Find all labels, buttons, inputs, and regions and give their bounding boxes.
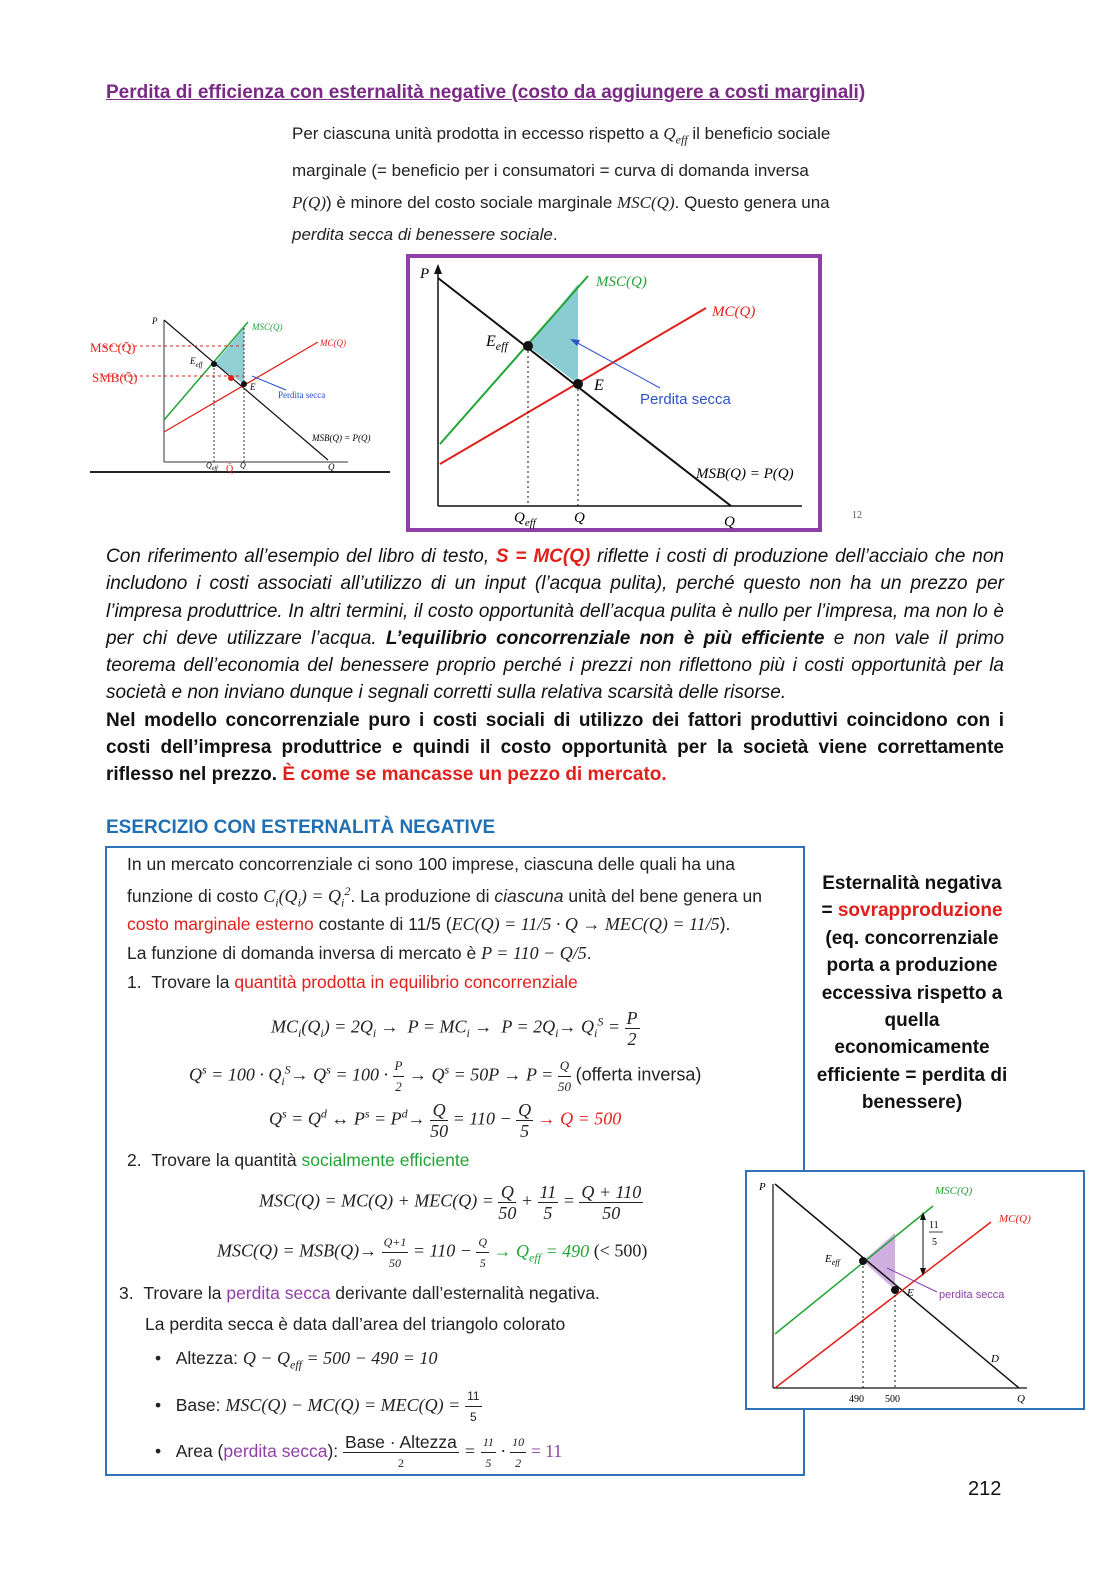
ex-eq5-green	[493, 1240, 590, 1265]
intro-line1b: il beneficio sociale	[687, 124, 831, 143]
ex-b3-frac2: $\frac{11}{5}$	[481, 1432, 496, 1473]
intro-line3b: . Questo genera una	[674, 193, 830, 213]
small-chart	[28, 300, 398, 490]
intro-line4: perdita secca di benessere sociale	[292, 225, 553, 245]
small-eeff-point	[211, 361, 217, 367]
page-number: 212	[968, 1478, 1002, 1500]
ex-chart-x-label: Q	[1017, 1393, 1025, 1405]
ex-eq3-frac2: $\frac{Q}{5}$	[518, 1100, 532, 1141]
big-x-label: Q	[724, 514, 735, 530]
ex-eq3: $Q^s = Q^d$ ↔ $P^s = P^d\to$ $\frac{Q}{50}$ = 110 − $\frac{Q}{5}$ → Q = 500	[269, 1100, 622, 1141]
ex-eq5-green-a: → Q	[493, 1240, 530, 1261]
small-hand-q: Q̄	[226, 464, 234, 475]
ex-chart-490-label: 490	[849, 1394, 864, 1405]
ex-line2b: . La produzione di	[350, 886, 495, 906]
small-eeff-label	[189, 356, 204, 369]
ex-line4a: La funzione di domanda inversa di mercato è	[127, 943, 482, 963]
ex-line3b: EC(Q) = 11/5 · Q → MEC(Q) = 11/5	[451, 914, 720, 934]
small-qeff-label	[206, 461, 219, 472]
para-s1: Con riferimento all’esempio del libro di testo,	[106, 546, 496, 567]
ex-line2a: funzione di costo	[127, 886, 264, 906]
ex-chart-e-point	[891, 1286, 899, 1294]
ex-eq5: MSC(Q) = MSB(Q)→ $\frac{Q+1}{50}$ = 110 − $\frac{Q}{5}$ → $Q_{eff} = 490$ (< 500)	[217, 1232, 647, 1273]
small-hand-smb: SMB(Q̄)	[92, 370, 138, 385]
side-note	[812, 870, 1012, 1117]
small-mc-label: MC(Q)	[320, 338, 346, 348]
ex-q2	[127, 1150, 469, 1171]
ex-eq4: MSC(Q) = MC(Q) + MEC(Q) = $\frac{Q}{50}$ + $\frac{11}{5}$ = $\frac{Q + 110}{50}$	[259, 1182, 642, 1223]
ex-b1m: Q − Q	[242, 1348, 290, 1368]
big-msb-label: MSB(Q) = P(Q)	[696, 466, 794, 482]
intro-mscq: MSC(Q)	[617, 193, 675, 213]
para-s3-red: È come se mancasse un pezzo di mercato.	[277, 764, 667, 786]
ex-b1b: = 500 − 490 = 10	[302, 1348, 438, 1368]
ex-eq3-red: → Q = 500	[537, 1108, 622, 1129]
ex-chart-mc-label: MC(Q)	[999, 1213, 1031, 1225]
small-x-label: Q	[328, 462, 335, 472]
ex-b1sub: eff	[290, 1357, 302, 1372]
big-side-number: 12	[852, 510, 862, 521]
small-y-label: P	[152, 316, 158, 326]
ex-chart-500-label: 500	[885, 1394, 900, 1405]
intro-line1a: Per ciascuna unità prodotta in eccesso rispetto a	[292, 124, 664, 143]
ex-eq5-green-sub: eff	[529, 1250, 542, 1265]
small-eeff-sub: eff	[195, 361, 203, 369]
ex-line4b: .	[586, 943, 592, 963]
ex-b3-result: = 11	[531, 1441, 563, 1462]
big-eeff-sub: eff	[495, 339, 508, 353]
ex-b3-frac	[343, 1432, 459, 1473]
ex-b3-num: Base · Altezza	[345, 1432, 457, 1452]
intro-qeff-main: Q	[663, 124, 676, 143]
main-paragraph	[106, 543, 1004, 789]
ex-chart-frame	[746, 1171, 1084, 1409]
small-hand-point	[228, 375, 234, 381]
big-qeff-main: Q	[514, 510, 525, 526]
ex-line4	[127, 943, 592, 964]
ex-eq3-frac1: $\frac{Q}{50}$	[430, 1100, 449, 1141]
ex-line1: In un mercato concorrenziale ci sono 100 imprese, ciascuna delle quali ha una	[127, 854, 735, 874]
ex-line3c: ).	[719, 914, 731, 934]
small-e-label: E	[250, 382, 256, 392]
big-msc-label: MSC(Q)	[596, 274, 647, 290]
big-y-label: P	[420, 266, 430, 282]
ex-q2a: Trovare la quantità	[151, 1150, 302, 1170]
section-title: Perdita di efficienza con esternalità negative (costo da aggiungere a costi marginali)	[106, 82, 866, 103]
ex-chart-gap-den: 5	[932, 1237, 937, 1248]
small-eeff-main: E	[190, 356, 196, 366]
ex-q1	[127, 972, 578, 993]
small-e-point	[241, 381, 247, 387]
side-note-line3: (eq. concorrenziale porta a produzione eccessiva rispetto a quella economicamente efficiente = perdita di benessere)	[816, 927, 1008, 1114]
ex-q3-num: 3.	[119, 1283, 134, 1303]
intro-line2: marginale (= beneficio per i consumatori = curva di domanda inversa	[292, 161, 809, 181]
side-note-red: sovrapproduzione	[837, 900, 1003, 922]
ex-bullet1: • Altezza: $Q - Q_{eff} = 500 - 490 = 10$	[155, 1348, 438, 1372]
ex-line2c: ciascuna	[494, 886, 564, 906]
ex-q3-purple: perdita secca	[226, 1283, 331, 1303]
small-qeff-main: Q	[206, 461, 212, 470]
ex-bullet2: • Base: MSC(Q) − MC(Q) = MEC(Q) = $\frac{11}{5}$	[155, 1386, 482, 1427]
intro-line3a: ) è minore del costo sociale marginale	[325, 193, 618, 213]
side-note-line2	[812, 897, 1012, 924]
ex-line2d: unità del bene genera un	[563, 886, 762, 906]
ex-eq1-mc: MC	[271, 1016, 298, 1037]
ex-q3a: Trovare la	[143, 1283, 227, 1303]
ex-eq5-green-b: = 490	[541, 1240, 590, 1261]
ex-line2	[127, 884, 762, 911]
small-msb-label: MSB(Q) = P(Q)	[312, 433, 371, 443]
ex-chart-e-label: E	[907, 1287, 914, 1299]
ex-chart-d-label: D	[991, 1353, 999, 1365]
exercise-title: ESERCIZIO CON ESTERNALITÀ NEGATIVE	[106, 817, 496, 838]
ex-b3-purple: perdita secca	[223, 1441, 328, 1462]
intro-qeff	[663, 124, 688, 147]
ex-b3a: Area (	[175, 1441, 224, 1462]
ex-eq4-frac3: $\frac{Q + 110}{50}$	[581, 1182, 642, 1223]
ex-q3b: derivante dall’esternalità negativa.	[330, 1283, 600, 1303]
big-e-point	[573, 379, 583, 389]
small-deadweight-arrow	[252, 376, 286, 390]
small-hand-msc: MSC(Q̄)	[90, 340, 136, 355]
side-note-line2a: =	[821, 900, 838, 922]
ex-eq1-frac: $\frac{P}{2}$	[626, 1008, 638, 1049]
ex-chart-eeff-main: E	[825, 1253, 832, 1265]
big-q-label: Q	[574, 510, 585, 526]
big-eeff-main: E	[486, 333, 496, 350]
ex-b3-frac3: $\frac{10}{2}$	[510, 1432, 526, 1473]
ex-chart-eeff-point	[859, 1257, 867, 1265]
ex-q1-num: 1.	[127, 972, 142, 992]
ex-q2-num: 2.	[127, 1150, 142, 1170]
intro-line4-end: .	[552, 225, 558, 245]
ex-eq2: $Q^s = 100 \cdot Q_i^S\to Q^s = 100$ · $\frac{P}{2}$ → $Q^s = 50P \to P$ = $\frac{Q}{50}$ (offerta inversa)	[189, 1056, 701, 1097]
ex-line4m: P = 110 − Q/5	[481, 943, 587, 963]
para-s2b: e non vale il primo teorema dell’economia del benessere proprio perché i prezzi non riflettono più i costi opportunità per la società e non inviano dunque i segnali corretti sulla relativa scarsità delle risorse.	[106, 627, 1005, 704]
ex-q2-green: socialmente efficiente	[301, 1150, 470, 1170]
small-msc-label: MSC(Q)	[252, 322, 283, 332]
ex-b2m: MSC(Q) − MC(Q) = MEC(Q) =	[225, 1395, 461, 1416]
ex-chart-deadweight-label: perdita secca	[939, 1289, 1005, 1301]
small-deadweight-label: Perdita secca	[278, 390, 326, 400]
ex-b1a: Altezza:	[175, 1348, 243, 1368]
big-eeff-point	[523, 341, 533, 351]
ex-chart-gap-num: 11	[929, 1220, 939, 1231]
ex-eq2-frac1: $\frac{P}{2}$	[394, 1058, 403, 1094]
ex-eq4-frac2: $\frac{11}{5}$	[539, 1182, 557, 1223]
ex-b2-frac: $\frac{11}{5}$	[465, 1386, 481, 1427]
ex-b3b: ):	[327, 1441, 344, 1462]
big-chart-frame	[408, 256, 820, 530]
intro-qeff-sub: eff	[675, 132, 688, 147]
ex-chart-y-label: P	[759, 1181, 766, 1193]
intro-text	[292, 118, 872, 251]
intro-pq: P(Q)	[292, 193, 326, 213]
ex-chart-msc-label: MSC(Q)	[935, 1185, 973, 1197]
big-mc-label: MC(Q)	[712, 304, 756, 320]
big-qeff-sub: eff	[524, 517, 536, 529]
side-note-line1: Esternalità negativa	[822, 873, 1002, 894]
para-s2-bold: L’equilibrio concorrenziale non è più efficiente	[385, 627, 825, 649]
small-qeff-sub: eff	[211, 466, 218, 472]
ex-eq4-frac1: $\frac{Q}{50}$	[498, 1182, 517, 1223]
ex-line3-red: costo marginale esterno	[127, 914, 314, 934]
ex-chart-eeff-sub: eff	[831, 1258, 840, 1267]
ex-eq2-frac2: $\frac{Q}{50}$	[557, 1058, 571, 1094]
para-s3-bold: Nel modello concorrenziale puro i costi sociali di utilizzo dei fattori produttivi coincidono con i costi dell’impresa produttrice e quindi il costo opportunità per la società viene correttamente riflesso nel prezzo.	[106, 709, 1004, 786]
ex-line3	[127, 914, 730, 935]
ex-eq1: $MC_i(Q_i) = 2Q_i \to P = MC_i \to P = 2Q_i\to Q_i^S$ = $\frac{P}{2}$	[271, 1008, 638, 1049]
exercise-chart	[745, 1170, 1085, 1412]
ex-q3	[119, 1283, 600, 1304]
big-chart	[406, 254, 866, 534]
ex-bullet3: • Area (perdita secca): $\frac{\text{Base · Altezza}}{2}$ = $\frac{11}{5}$ · $\frac{10}{2}$ = 11	[155, 1432, 562, 1473]
ex-eq2-tail: (offerta inversa)	[575, 1064, 702, 1085]
small-q-label: Q	[240, 461, 246, 470]
para-s1-red: S = MC(Q)	[495, 546, 591, 567]
ex-cost-fn-c: C	[263, 886, 276, 906]
ex-b2a: Base:	[175, 1395, 226, 1416]
big-e-label: E	[594, 377, 604, 394]
ex-q3-line2: La perdita secca è data dall’area del triangolo colorato	[145, 1314, 566, 1334]
big-deadweight-label: Perdita secca	[640, 391, 731, 408]
ex-q1a: Trovare la	[151, 972, 235, 992]
ex-b1-math	[242, 1348, 438, 1372]
ex-q1-red: quantità prodotta in equilibrio concorrenziale	[234, 972, 578, 992]
ex-b3-den: 2	[397, 1456, 404, 1470]
ex-eq5-frac2: $\frac{Q}{5}$	[476, 1232, 489, 1273]
ex-line3a: costante di 11/5 (	[313, 914, 452, 934]
exercise-box	[105, 846, 805, 1476]
ex-eq5-frac1: $\frac{Q+1}{50}$	[382, 1232, 409, 1273]
para-s1b: riflette i costi di produzione dell’acciaio che non includono i costi associati all’utilizzo di un input (l’acqua pulita), perché questo non ha un prezzo per l’impresa produttrice. In altri termini, il costo opportunità dell’acqua pulita è nullo per l’impresa, ma non lo è per chi deve utilizzare l’acqua.	[106, 546, 1005, 649]
ex-cost-fn: $C_i(Q_i) = Q_i^2$	[263, 884, 351, 910]
ex-eq5-tail: (< 500)	[589, 1240, 648, 1261]
